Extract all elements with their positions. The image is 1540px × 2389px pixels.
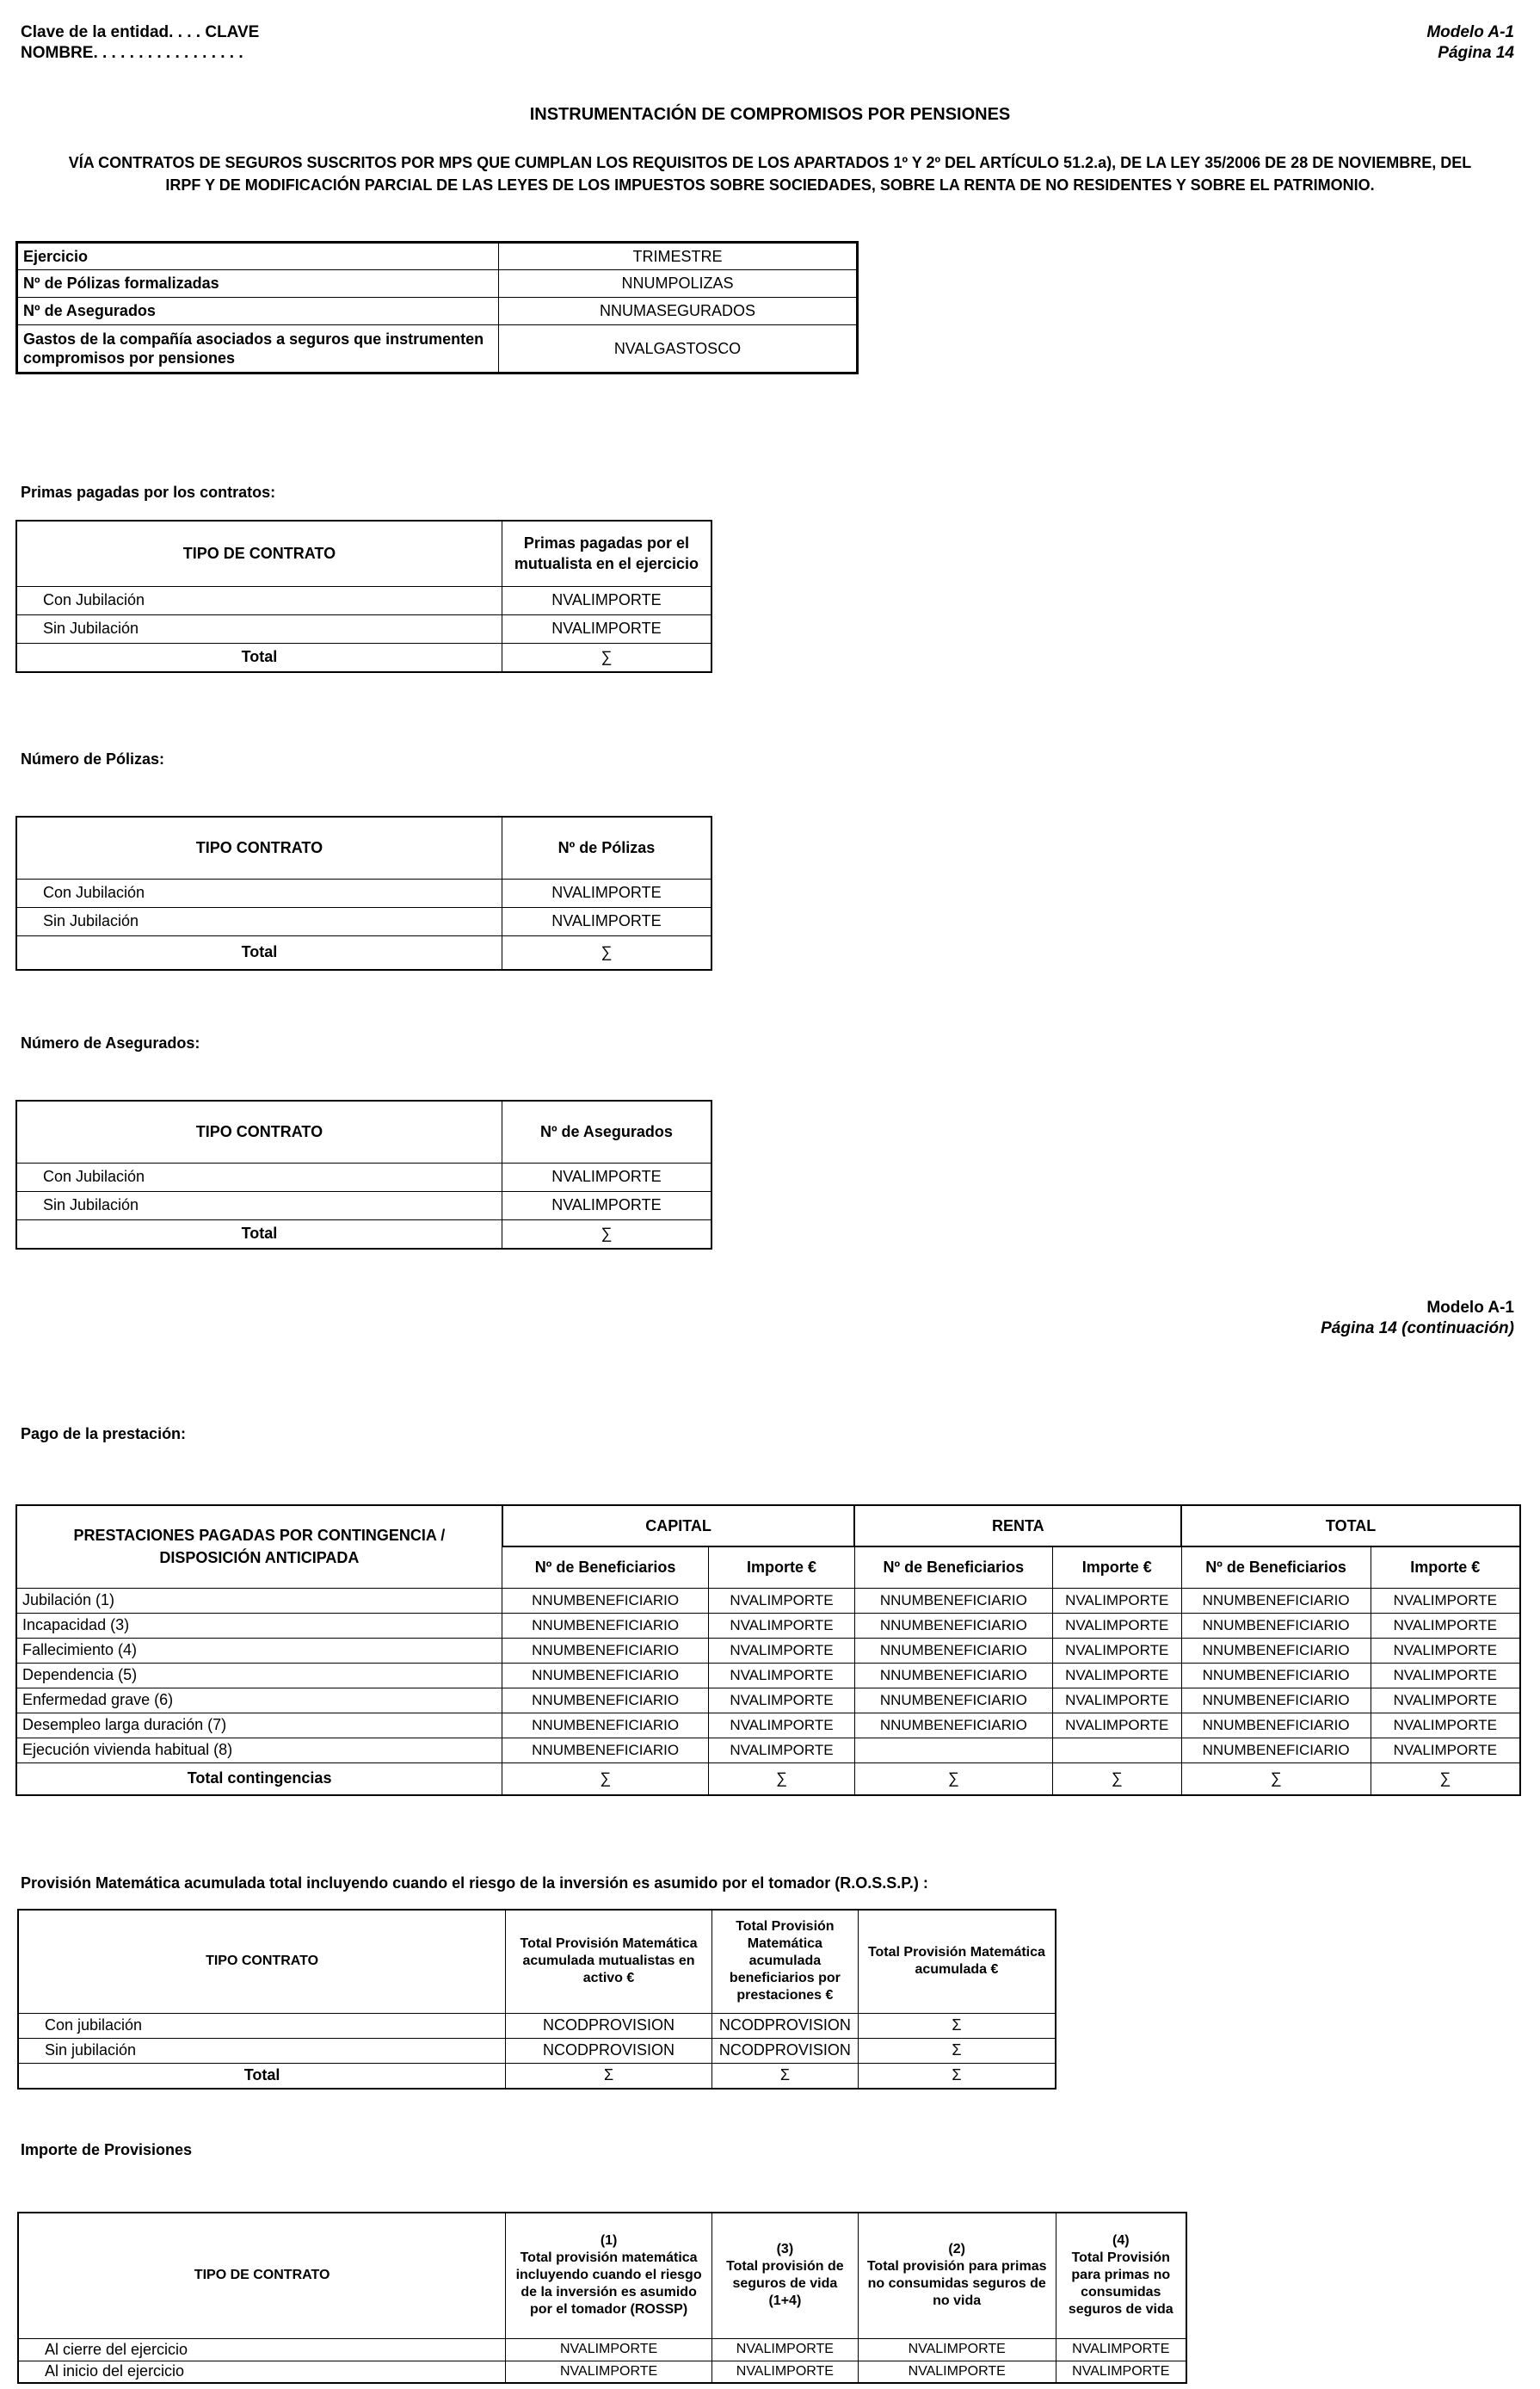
total-value: ∑ [502, 935, 711, 970]
section-importe-title: Importe de Provisiones [21, 2141, 193, 2158]
importe-col-1 [506, 2213, 712, 2338]
summary-label: Nº de Asegurados [17, 298, 499, 325]
row-cell: NNUMBENEFICIARIO [854, 1638, 1052, 1663]
row-cell: Σ [858, 2038, 1056, 2063]
row-label: Sin Jubilación [16, 907, 502, 935]
row-cell: NVALIMPORTE [1052, 1713, 1181, 1738]
sub-importe: Importe € [1052, 1546, 1181, 1588]
col-text: Total provisión matemática incluyendo cuando el riesgo de la inversión es asumido por el tomador (ROSSP) [515, 2250, 702, 2318]
summary-row [17, 298, 858, 325]
page-title: INSTRUMENTACIÓN DE COMPROMISOS POR PENSIONES [529, 105, 1011, 124]
row-label: Sin Jubilación [16, 1191, 502, 1219]
row-cell: NVALIMPORTE [709, 1713, 855, 1738]
row-cell: NNUMBENEFICIARIO [502, 1638, 709, 1663]
row-cell: NNUMBENEFICIARIO [1181, 1663, 1371, 1688]
provision-col-benef: Total Provisión Matemática acumulada beneficiarios por prestaciones € [711, 1910, 858, 2013]
row-cell: Σ [858, 2013, 1056, 2038]
col-text: Total Provisión para primas no consumidas seguros de vida [1068, 2250, 1173, 2318]
provision-col-total: Total Provisión Matemática acumulada € [858, 1910, 1056, 2013]
table-row [16, 907, 711, 935]
table-row [16, 1713, 1520, 1738]
summary-row [17, 325, 858, 373]
asegurados-col-type: TIPO CONTRATO [16, 1101, 502, 1163]
entity-name: NOMBRE. . . . . . . . . . . . . . . . . [21, 44, 243, 62]
summary-row [17, 270, 858, 298]
cont-model-label: Modelo A-1 [1426, 1299, 1514, 1317]
row-cell: NCODPROVISION [711, 2013, 858, 2038]
row-value: NVALIMPORTE [502, 1163, 711, 1191]
row-cell: NVALIMPORTE [858, 2361, 1056, 2383]
row-cell: NVALIMPORTE [1371, 1688, 1520, 1713]
page-label: Página 14 [1438, 44, 1514, 62]
section-asegurados-title: Número de Asegurados: [21, 1034, 200, 1052]
group-renta: RENTA [854, 1505, 1181, 1546]
row-cell: NNUMBENEFICIARIO [854, 1688, 1052, 1713]
row-value: NVALIMPORTE [502, 586, 711, 614]
summary-table [15, 241, 859, 374]
row-label: Al cierre del ejercicio [18, 2338, 506, 2361]
table-row [16, 1638, 1520, 1663]
row-cell: NVALIMPORTE [1052, 1688, 1181, 1713]
row-cell: NNUMBENEFICIARIO [502, 1663, 709, 1688]
importe-table [17, 2212, 1187, 2384]
primas-table [15, 520, 712, 673]
row-cell [1052, 1738, 1181, 1762]
asegurados-table [15, 1100, 712, 1250]
row-cell: NNUMBENEFICIARIO [502, 1588, 709, 1613]
row-cell: NVALIMPORTE [1371, 1613, 1520, 1638]
row-cell: NVALIMPORTE [709, 1588, 855, 1613]
row-cell: NNUMBENEFICIARIO [854, 1713, 1052, 1738]
row-cell: NVALIMPORTE [506, 2338, 712, 2361]
sub-beneficiarios: Nº de Beneficiarios [502, 1546, 709, 1588]
page-subtitle [17, 151, 1523, 196]
total-cell: Σ [858, 2063, 1056, 2089]
row-value: NVALIMPORTE [502, 879, 711, 907]
table-row [16, 1163, 711, 1191]
col-number: (3) [776, 2242, 794, 2257]
col-number: (2) [948, 2242, 965, 2257]
row-cell: NVALIMPORTE [1371, 1713, 1520, 1738]
row-cell: NVALIMPORTE [1371, 1663, 1520, 1688]
row-cell: NVALIMPORTE [858, 2338, 1056, 2361]
row-cell: NNUMBENEFICIARIO [1181, 1713, 1371, 1738]
row-cell: NNUMBENEFICIARIO [854, 1588, 1052, 1613]
table-row [16, 1588, 1520, 1613]
row-cell: NVALIMPORTE [711, 2361, 858, 2383]
polizas-col-count: Nº de Pólizas [502, 817, 711, 879]
table-row [16, 1191, 711, 1219]
summary-label: Nº de Pólizas formalizadas [17, 270, 499, 298]
row-cell: NVALIMPORTE [1056, 2338, 1186, 2361]
subtitle-line-1: VÍA CONTRATOS DE SEGUROS SUSCRITOS POR MPS QUE CUMPLAN LOS REQUISITOS DE LOS APARTADOS 1º Y 2º DEL ARTÍCULO 51.2.a), DE LA LEY 35/2006 DE 28 DE NOVIEMBRE, DEL [68, 154, 1472, 171]
summary-label: Ejercicio [17, 243, 499, 270]
table-row [16, 879, 711, 907]
total-row [16, 1762, 1520, 1795]
row-label: Ejecución vivienda habitual (8) [16, 1738, 502, 1762]
row-cell: NNUMBENEFICIARIO [1181, 1638, 1371, 1663]
total-cell: ∑ [854, 1762, 1052, 1795]
summary-value: NVALGASTOSCO [499, 325, 858, 373]
primas-col-type: TIPO DE CONTRATO [16, 521, 502, 586]
prestacion-col-contingency: PRESTACIONES PAGADAS POR CONTINGENCIA / DISPOSICIÓN ANTICIPADA [16, 1505, 502, 1588]
row-cell [854, 1738, 1052, 1762]
model-label: Modelo A-1 [1426, 23, 1514, 41]
row-cell: NVALIMPORTE [1052, 1663, 1181, 1688]
summary-value: NNUMASEGURADOS [499, 298, 858, 325]
row-cell: NVALIMPORTE [506, 2361, 712, 2383]
provision-table [17, 1909, 1056, 2090]
polizas-table [15, 816, 712, 971]
table-row [18, 2338, 1186, 2361]
row-value: NVALIMPORTE [502, 1191, 711, 1219]
row-cell: NVALIMPORTE [709, 1613, 855, 1638]
provision-col-type: TIPO CONTRATO [18, 1910, 506, 2013]
table-row [16, 1663, 1520, 1688]
group-total: TOTAL [1181, 1505, 1520, 1546]
total-label: Total [16, 935, 502, 970]
row-label: Fallecimiento (4) [16, 1638, 502, 1663]
col-text: Total provisión para primas no consumidas seguros de no vida [866, 2259, 1047, 2309]
provision-col-active: Total Provisión Matemática acumulada mutualistas en activo € [506, 1910, 712, 2013]
group-capital: CAPITAL [502, 1505, 855, 1546]
row-cell: NNUMBENEFICIARIO [502, 1688, 709, 1713]
row-label: Con jubilación [18, 2013, 506, 2038]
summary-value: TRIMESTRE [499, 243, 858, 270]
table-row [16, 614, 711, 643]
col-text: Total provisión de seguros de vida (1+4) [726, 2259, 844, 2309]
table-row [18, 2038, 1056, 2063]
cont-page-label: Página 14 (continuación) [1321, 1319, 1514, 1337]
total-cell: ∑ [1181, 1762, 1371, 1795]
total-cell: ∑ [1052, 1762, 1181, 1795]
total-cell: Σ [506, 2063, 712, 2089]
row-label: Sin Jubilación [16, 614, 502, 643]
row-label: Con Jubilación [16, 879, 502, 907]
row-cell: NNUMBENEFICIARIO [854, 1613, 1052, 1638]
col-number: (1) [600, 2233, 618, 2249]
row-value: NVALIMPORTE [502, 907, 711, 935]
row-label: Sin jubilación [18, 2038, 506, 2063]
table-row [16, 1738, 1520, 1762]
row-label: Con Jubilación [16, 1163, 502, 1191]
section-polizas-title: Número de Pólizas: [21, 750, 165, 768]
row-cell: NCODPROVISION [711, 2038, 858, 2063]
sub-importe: Importe € [1371, 1546, 1520, 1588]
row-cell: NNUMBENEFICIARIO [1181, 1688, 1371, 1713]
table-row [16, 1688, 1520, 1713]
row-cell: NNUMBENEFICIARIO [1181, 1588, 1371, 1613]
total-label: Total [16, 1219, 502, 1249]
total-row [16, 935, 711, 970]
total-cell: ∑ [502, 1762, 709, 1795]
polizas-col-type: TIPO CONTRATO [16, 817, 502, 879]
section-primas-title: Primas pagadas por los contratos: [21, 484, 276, 501]
row-cell: NVALIMPORTE [709, 1738, 855, 1762]
table-row [16, 586, 711, 614]
asegurados-col-count: Nº de Asegurados [502, 1101, 711, 1163]
row-cell: NVALIMPORTE [1371, 1588, 1520, 1613]
row-cell: NVALIMPORTE [1052, 1613, 1181, 1638]
row-cell: NVALIMPORTE [1371, 1638, 1520, 1663]
entity-key: Clave de la entidad. . . . CLAVE [21, 23, 260, 41]
primas-col-amount: Primas pagadas por el mutualista en el ejercicio [502, 521, 711, 586]
total-row [16, 643, 711, 672]
row-cell: NNUMBENEFICIARIO [1181, 1738, 1371, 1762]
row-cell: NVALIMPORTE [1056, 2361, 1186, 2383]
prestacion-table [15, 1504, 1521, 1796]
importe-col-2 [858, 2213, 1056, 2338]
table-row [16, 1613, 1520, 1638]
col-number: (4) [1112, 2233, 1130, 2249]
row-cell: NNUMBENEFICIARIO [502, 1613, 709, 1638]
row-label: Enfermedad grave (6) [16, 1688, 502, 1713]
sub-importe: Importe € [709, 1546, 855, 1588]
row-cell: NVALIMPORTE [1052, 1638, 1181, 1663]
row-cell: NNUMBENEFICIARIO [502, 1738, 709, 1762]
row-cell: NNUMBENEFICIARIO [1181, 1613, 1371, 1638]
summary-value: NNUMPOLIZAS [499, 270, 858, 298]
section-prestacion-title: Pago de la prestación: [21, 1425, 187, 1442]
row-cell: NCODPROVISION [506, 2038, 712, 2063]
importe-col-4 [1056, 2213, 1186, 2338]
row-cell: NNUMBENEFICIARIO [854, 1663, 1052, 1688]
row-label: Incapacidad (3) [16, 1613, 502, 1638]
sub-beneficiarios: Nº de Beneficiarios [854, 1546, 1052, 1588]
total-value: ∑ [502, 1219, 711, 1249]
row-cell: NVALIMPORTE [709, 1688, 855, 1713]
total-label: Total contingencias [16, 1762, 502, 1795]
row-label: Desempleo larga duración (7) [16, 1713, 502, 1738]
table-row [18, 2013, 1056, 2038]
total-label: Total [16, 643, 502, 672]
importe-col-3 [711, 2213, 858, 2338]
sub-beneficiarios: Nº de Beneficiarios [1181, 1546, 1371, 1588]
row-cell: NCODPROVISION [506, 2013, 712, 2038]
total-cell: Σ [711, 2063, 858, 2089]
importe-col-type: TIPO DE CONTRATO [18, 2213, 506, 2338]
row-cell: NVALIMPORTE [711, 2338, 858, 2361]
summary-row [17, 243, 858, 270]
row-value: NVALIMPORTE [502, 614, 711, 643]
row-cell: NVALIMPORTE [709, 1638, 855, 1663]
row-label: Con Jubilación [16, 586, 502, 614]
table-row [18, 2361, 1186, 2383]
total-row [18, 2063, 1056, 2089]
row-label: Al inicio del ejercicio [18, 2361, 506, 2383]
row-label: Jubilación (1) [16, 1588, 502, 1613]
row-label: Dependencia (5) [16, 1663, 502, 1688]
section-provision-title: Provisión Matemática acumulada total incluyendo cuando el riesgo de la inversión es asumido por el tomador (R.O.S.S.P.) : [21, 1874, 928, 1892]
total-cell: ∑ [1371, 1762, 1520, 1795]
subtitle-line-2: IRPF Y DE MODIFICACIÓN PARCIAL DE LAS LEYES DE LOS IMPUESTOS SOBRE SOCIEDADES, SOBRE LA RENTA DE NO RESIDENTES Y SOBRE EL PATRIMONIO. [165, 176, 1375, 194]
row-cell: NNUMBENEFICIARIO [502, 1713, 709, 1738]
row-cell: NVALIMPORTE [1052, 1588, 1181, 1613]
total-label: Total [18, 2063, 506, 2089]
row-cell: NVALIMPORTE [709, 1663, 855, 1688]
total-value: ∑ [502, 643, 711, 672]
row-cell: NVALIMPORTE [1371, 1738, 1520, 1762]
total-cell: ∑ [709, 1762, 855, 1795]
total-row [16, 1219, 711, 1249]
summary-label: Gastos de la compañía asociados a seguros que instrumenten compromisos por pensiones [17, 325, 499, 373]
